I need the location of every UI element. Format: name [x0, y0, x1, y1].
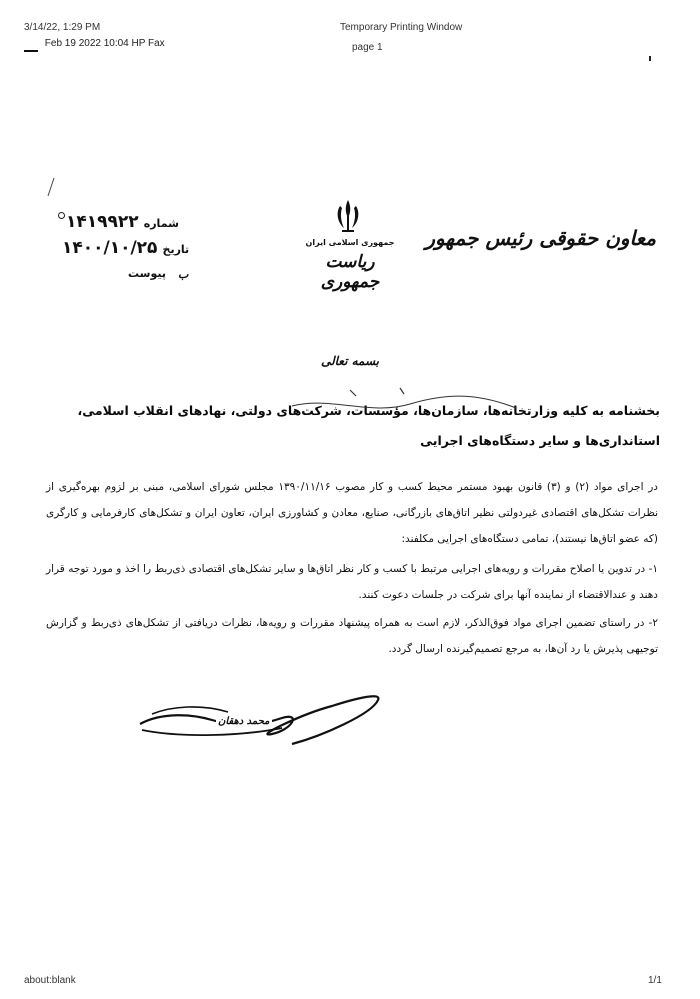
body-item-1-text: ۱- در تدوین یا اصلاح مقررات و رویه‌های اجرایی مرتبط با کسب و کار نظر اتاق‌ها و سایر تشکل‌های اقتصادی ذی‌ربط را اخذ و مورد توجه قرار دهند و عندالاقتضاء از نماینده آنها برای شرکت در جلسات دعوت کنند. — [46, 563, 658, 601]
footer-url: about:blank — [24, 975, 76, 986]
stray-pen-stroke — [44, 176, 56, 200]
signatory-name: محمد دهقان — [218, 716, 270, 727]
number-row — [66, 212, 179, 232]
body-item-1 — [46, 556, 658, 608]
body-intro — [46, 474, 658, 552]
circle-mark-icon — [58, 212, 65, 219]
country-name: جمهوری اسلامی ایران — [305, 238, 395, 247]
date-label: تاریخ — [162, 243, 190, 256]
number-label: شماره — [143, 217, 179, 230]
presidency-title: ریاست جمهوری — [320, 252, 380, 292]
window-title: Temporary Printing Window — [340, 22, 463, 33]
addressee-line-2: استانداری‌ها و سایر دستگاه‌های اجرایی — [420, 433, 660, 448]
date-value: ۱۴۰۰/۱۰/۲۵ — [62, 238, 158, 258]
print-timestamp: 3/14/22, 1:29 PM — [24, 22, 101, 33]
fax-header — [24, 38, 165, 49]
attachment-row — [128, 262, 166, 281]
fax-header-text: Feb 19 2022 10:04 HP Fax — [44, 38, 165, 49]
handwritten-overwrite-mark — [290, 386, 520, 426]
office-title: معاون حقوقی رئیس جمهور — [425, 226, 656, 250]
footer-page-count: 1/1 — [648, 975, 662, 986]
attachment-mark: ب — [178, 268, 189, 281]
number-value: ۱۴۱۹۹۲۲ — [66, 212, 139, 232]
bismillah-heading: بسمه تعالی — [320, 354, 380, 368]
fax-mark — [24, 50, 38, 52]
attachment-label: پیوست — [128, 267, 166, 280]
body-item-2-text: ۲- در راستای تضمین اجرای مواد فوق‌الذکر، لازم است به همراه پیشنهاد مقررات و رویه‌ها، نظرات دریافتی از تشکل‌های ذی‌ربط و گزارش توجیهی پذیرش یا رد آن‌ها، به مرجع تصمیم‌گیرنده ارسال گردد. — [46, 617, 658, 655]
body-intro-text: در اجرای مواد (۲) و (۳) قانون بهبود مستمر محیط کسب و کار مصوب ۱۳۹۰/۱۱/۱۶ مجلس شورای اسلامی، مبنی بر لزوم بهره‌گیری از نظرات تشکل‌های اقتصادی غیردولتی نظیر اتاق‌های بازرگانی، صنایع، معادن و کشاورزی ایران، تعاون ایران و تشکل‌های کارفرمایی و کارگری (که عضو اتاق‌ها نیستند)، تمامی دستگاه‌های اجرایی مکلفند: — [46, 481, 658, 545]
iran-emblem-icon — [328, 196, 368, 236]
body-item-2 — [46, 610, 658, 662]
page-label: page 1 — [352, 42, 383, 53]
date-row — [62, 238, 189, 258]
stray-mark-top-right — [649, 56, 651, 61]
addressee-line-1: بخشنامه به کلیه وزارتخانه‌ها، سازمان‌ها، مؤسسات، شرکت‌های دولتی، نهادهای انقلاب اسلامی، — [77, 403, 660, 418]
